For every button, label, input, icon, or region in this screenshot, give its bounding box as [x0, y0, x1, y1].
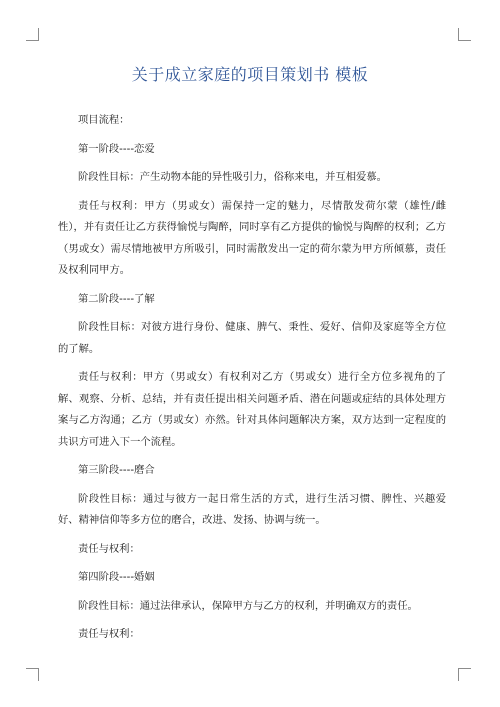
paragraph-stage-2-duties: 责任与权利：甲方（男或女）有权利对乙方（男或女）进行全方位多视角的了解、观察、分析、总结，并有责任提出相关问题矛盾、潜在问题或症结的具体处理方案与乙方沟通；乙方（男或女）亦然。针对具体问题解决方案，双方达到一定程度的共识方可进入下一个流程。 — [58, 371, 446, 448]
crop-mark-top-left — [26, 28, 39, 41]
crop-mark-bottom-right — [458, 668, 471, 681]
crop-mark-bottom-left — [26, 668, 39, 681]
paragraph-stage-1-goal: 阶段性目标：产生动物本能的异性吸引力，俗称来电，并互相爱慕。 — [78, 171, 387, 183]
paragraph-stage-2: 第二阶段----了解 — [78, 292, 155, 305]
crop-mark-top-right — [458, 28, 471, 41]
paragraph-stage-2-goal: 阶段性目标：对彼方进行身份、健康、脾气、秉性、爱好、信仰及家庭等全方位的了解。 — [58, 321, 446, 355]
paragraph-stage-3-goal: 阶段性目标：通过与彼方一起日常生活的方式，进行生活习惯、脾性、兴趣爱好、精神信仰等多方位的磨合，改进、发扬、协调与统一。 — [58, 492, 446, 526]
paragraph-stage-4: 第四阶段----婚姻 — [78, 571, 155, 583]
paragraph-stage-1-duties: 责任与权利：甲方（男或女）需保持一定的魅力，尽情散发荷尔蒙（雄性/雌性），并有责任让乙方获得愉悦与陶醉，同时享有乙方提供的愉悦与陶醉的权利；乙方（男或女）需尽情地被甲方所吸引，同时需散发出一定的荷尔蒙为甲方所倾慕，责任及权利同甲方。 — [58, 199, 446, 276]
document-body — [58, 110, 446, 653]
paragraph-stage-3: 第三阶段----磨合 — [78, 464, 155, 476]
document-title: 关于成立家庭的项目策划书 模板 — [131, 65, 369, 84]
paragraph-stage-4-goal: 阶段性目标：通过法律承认，保障甲方与乙方的权利，并明确双方的责任。 — [78, 599, 418, 612]
paragraph-process-heading: 项目流程： — [78, 114, 130, 126]
paragraph-stage-4-duties: 责任与权利： — [78, 628, 140, 640]
paragraph-stage-3-duties: 责任与权利： — [78, 542, 140, 555]
paragraph-stage-1: 第一阶段----恋爱 — [78, 142, 155, 155]
